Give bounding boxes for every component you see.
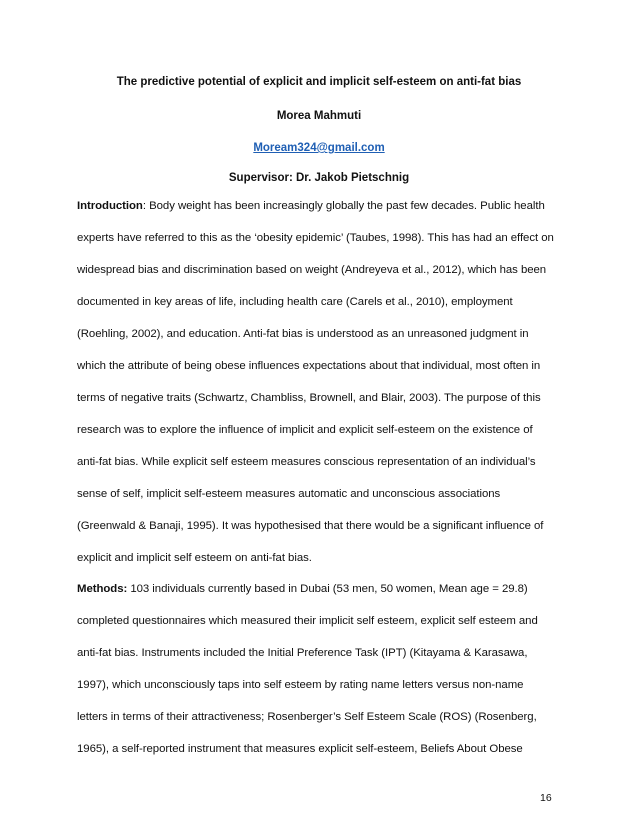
body-line: letters in terms of their attractiveness; Rosenberger’s Self Esteem Scale (ROS) (Rosenberg, (77, 711, 537, 723)
supervisor-line: Supervisor: Dr. Jakob Pietschnig (228, 172, 410, 184)
body-line: 1997), which unconsciously taps into self esteem by rating name letters versus non-name (77, 679, 524, 691)
body-line: anti-fat bias. Instruments included the Initial Preference Task (IPT) (Kitayama & Karasawa, (77, 647, 528, 659)
body-line: widespread bias and discrimination based on weight (Andreyeva et al., 2012), which has been (77, 264, 547, 276)
body-line: experts have referred to this as the ‘obesity epidemic’ (Taubes, 1998). This has had an effect on (77, 232, 554, 244)
introduction-label: Introduction (77, 200, 143, 212)
body-line: Introduction: Body weight has been increasingly globally the past few decades. Public health (77, 200, 545, 212)
body-line: 1965), a self-reported instrument that measures explicit self-esteem, Beliefs About Obese (77, 743, 523, 755)
body-line: sense of self, implicit self-esteem measures automatic and unconscious associations (77, 488, 501, 500)
body-line: which the attribute of being obese influences expectations about that individual, most often in (77, 360, 541, 372)
body-line: completed questionnaires which measured their implicit self esteem, explicit self esteem and (77, 615, 538, 627)
methods-label: Methods: (77, 583, 128, 595)
body-line: (Greenwald & Banaji, 1995). It was hypothesised that there would be a significant influence of (77, 520, 544, 532)
body-line: documented in key areas of life, including health care (Carels et al., 2010), employment (77, 296, 513, 308)
body-line: Methods: 103 individuals currently based in Dubai (53 men, 50 women, Mean age = 29.8) (77, 583, 528, 595)
document-title: The predictive potential of explicit and implicit self-esteem on anti-fat bias (116, 76, 522, 88)
body-line: anti-fat bias. While explicit self esteem measures conscious representation of an individual’s (77, 456, 536, 468)
body-line: research was to explore the influence of implicit and explicit self-esteem on the existence of (77, 424, 533, 436)
body-line: explicit and implicit self esteem on anti-fat bias. (77, 552, 312, 564)
author-name: Morea Mahmuti (276, 110, 362, 122)
page-number: 16 (540, 792, 552, 804)
body-line: (Roehling, 2002), and education. Anti-fat bias is understood as an unreasoned judgment in (77, 328, 529, 340)
body-line: terms of negative traits (Schwartz, Chambliss, Brownell, and Blair, 2003). The purpose of this (77, 392, 541, 404)
author-email-link[interactable]: Moream324@gmail.com (253, 142, 385, 154)
